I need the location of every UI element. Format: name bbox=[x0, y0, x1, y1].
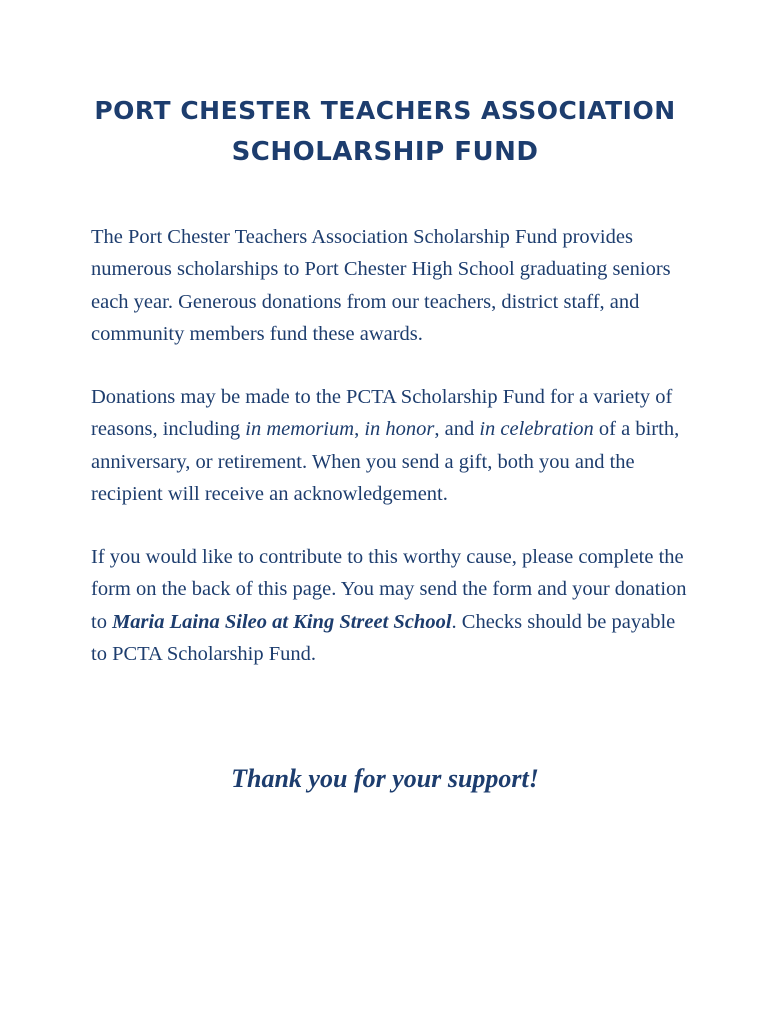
donations-text-part1: Donations may be made to the PCTA Scholarship Fund for a variety of reasons, including bbox=[91, 386, 673, 441]
in-memorium-text: in memorium bbox=[245, 418, 355, 441]
closing-thank-you: Thank you for your support! bbox=[231, 764, 539, 793]
intro-paragraph: The Port Chester Teachers Association Scholarship Fund provides numerous scholarships to Port Chester High School graduating seniors each year. Generous donations from our teachers, district staff, and community members fund these awards. bbox=[91, 226, 671, 346]
donations-paragraph bbox=[91, 381, 691, 511]
donations-text-part2: of a birth, anniversary, or retirement. When you send a gift, both you and the recipient will receive an acknowledgement. bbox=[91, 418, 680, 506]
in-honor-text: in honor bbox=[364, 418, 435, 441]
contribute-text-part1: If you would like to contribute to this worthy cause, please complete the form on the back of this page. You may send the form and your donation to bbox=[91, 546, 687, 633]
donations-separator-1: , bbox=[354, 418, 365, 441]
contact-name: Maria Laina Sileo at King Street School bbox=[112, 610, 452, 633]
page-title-line2: SCHOLARSHIP FUND bbox=[231, 137, 539, 167]
in-celebration-text: in celebration bbox=[479, 418, 594, 441]
donations-separator-2: , and bbox=[434, 418, 480, 441]
page-title-line1: PORT CHESTER TEACHERS ASSOCIATION bbox=[94, 96, 676, 125]
contribute-paragraph bbox=[91, 541, 691, 671]
contribute-text-part2: . Checks should be payable to PCTA Scholarship Fund. bbox=[91, 610, 676, 666]
